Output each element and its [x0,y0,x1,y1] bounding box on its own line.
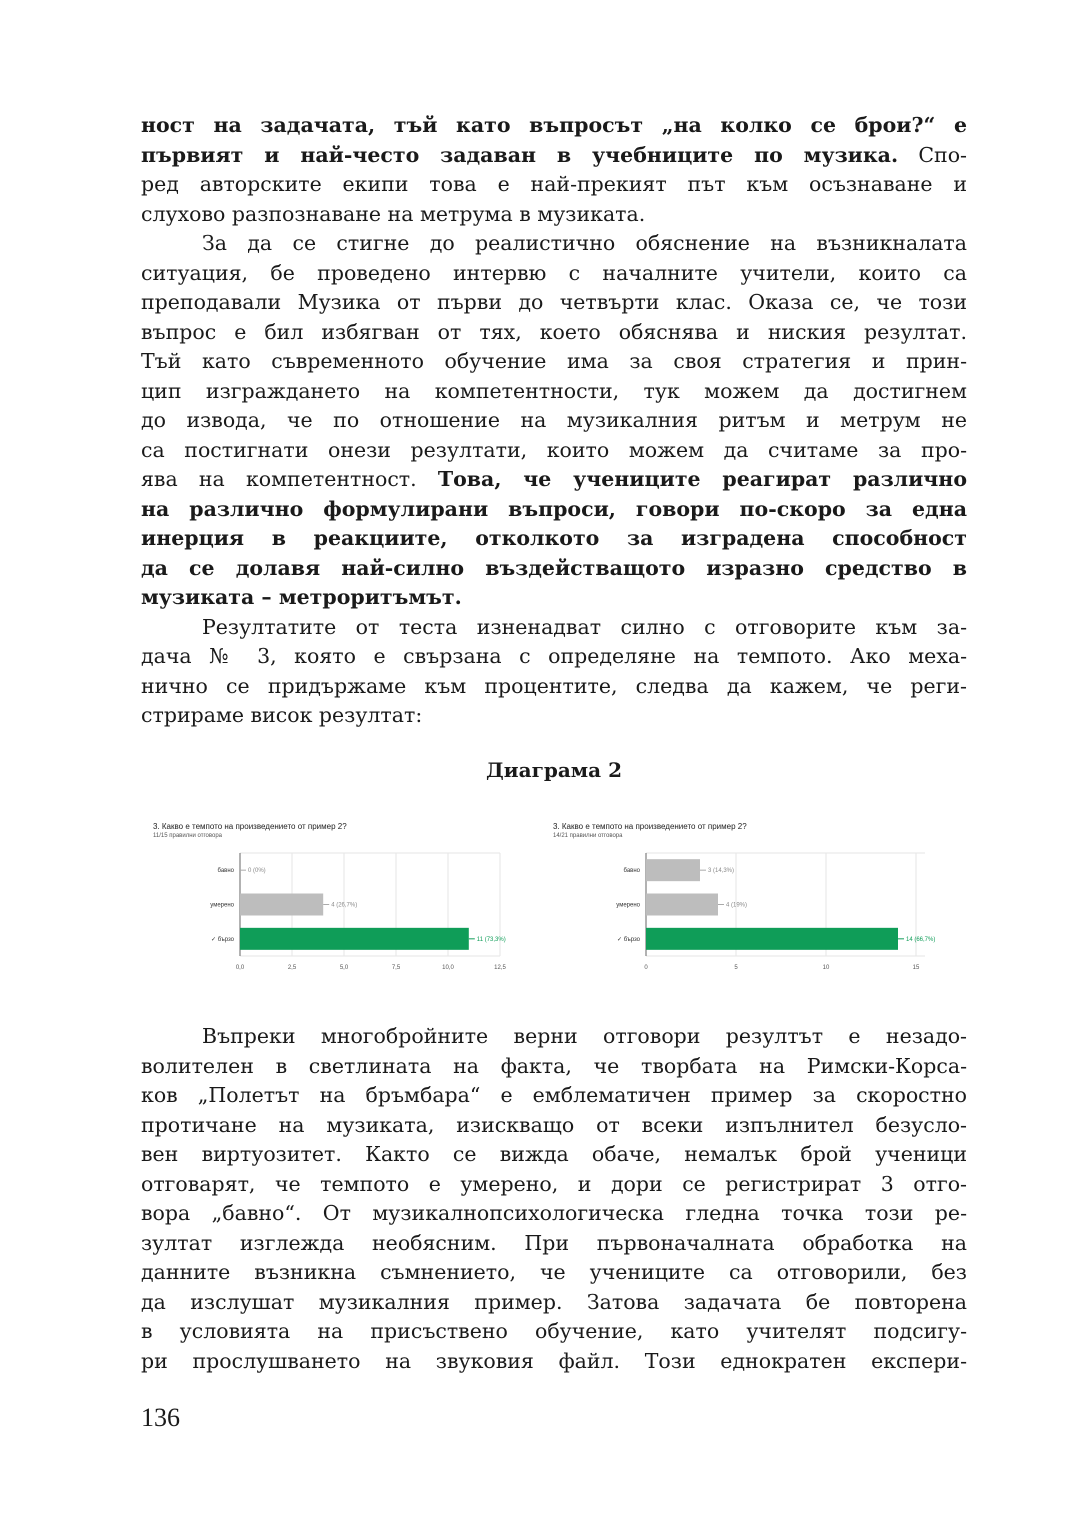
text-line [141,1111,967,1141]
text-line [141,1081,967,1111]
text: въпрос е бил избягван от тях, което обяснява и ниския резултат. [141,319,967,344]
chart-title: 3. Какво е темпото на произведението от пример 2? [153,822,347,831]
text: до извода, че по отношение на музикалния ритъм и метрум не [141,408,967,432]
diagram-title: Диаграма 2 [486,758,622,782]
body-text-bottom [141,1022,967,1376]
text: ков „Полетът на бръмбара“ е емблематичен пример за скоростно [141,1083,967,1107]
data-label: 14 (66,7%) [906,936,936,943]
x-tick-label: 0,0 [235,965,245,971]
category-label: ✓ бързо [211,936,234,943]
text-line [141,1229,967,1259]
bar-chart [150,818,520,978]
text-line [141,1317,967,1347]
category-label: умерено [616,902,640,909]
text: Спо- [898,142,967,167]
text-line [141,1022,967,1052]
x-tick-label: 5,0 [339,965,349,971]
data-label: 11 (73,3%) [476,936,506,943]
text: да изслушат музикалния пример. Затова задачата бе повторена [141,1289,967,1314]
x-tick-label: 10 [822,965,830,971]
text-line [141,170,967,200]
bar-chart-group-1 [150,818,520,978]
text-line [141,259,967,289]
text: слухово разпознаване на метрума в музиката. [141,201,646,226]
text-line [141,141,967,171]
text-line [141,1052,967,1082]
x-tick-label: 0 [644,965,648,971]
page-number: 136 [141,1403,180,1432]
text: преподавали Музика от първи до четвърти клас. Оказа се, че този [141,290,967,314]
category-label: бавно [217,868,234,875]
text-line [141,1170,967,1200]
text-line [141,524,967,554]
text-line [141,1199,967,1229]
bold-text: музиката – метроритъмът. [141,585,462,609]
text-line [141,1140,967,1170]
text-line [141,554,967,584]
text: отговарят, че темпото е умерено, и дори се регистрират 3 отго- [141,1171,967,1196]
bold-text: на различно формулирани въпроси, говори по-скоро за една [141,496,967,521]
text: нично се придържаме към процентите, следва да кажем, че реги- [141,673,967,698]
text: Резултатите от теста изненадват силно с отговорите към за- [202,614,967,639]
category-label: ✓ бързо [617,936,640,943]
data-label: 4 (19%) [726,902,748,909]
bold-text: ност на задачата, тъй като въпросът „на колко се брои?“ е [141,113,967,137]
bold-text: да се долавя най-силно въздействащото изразно средство в [141,555,967,580]
x-tick-label: 10,0 [442,965,454,971]
text-line [141,701,967,731]
chart-subtitle: 14/21 правилни отговора [553,833,623,839]
text-line [141,229,967,259]
x-tick-label: 5 [734,965,738,971]
bar [646,859,700,881]
data-label: 4 (26,7%) [331,902,358,909]
x-tick-label: 7,5 [391,965,401,971]
bar [240,894,323,916]
text-line [141,347,967,377]
text-line [141,288,967,318]
text-line [141,1347,967,1377]
text: зултат изглежда необясним. При първоначалната обработка на [141,1230,967,1255]
bold-text: Това, че учениците реагират различно [437,467,967,491]
text: в условията на присъствено обучение, като учителят подсигу- [141,1319,967,1343]
bar-chart-group-2 [550,818,970,978]
text: цип изграждането на компетентности, тук можем да достигнем [141,378,967,403]
text: ри прослушването на звуковия файл. Този еднократен експери- [141,1348,967,1373]
x-tick-label: 15 [912,965,920,971]
text-line [141,672,967,702]
bar [240,928,469,950]
text: протичане на музиката, изискващо от всеки изпълнител безусло- [141,1112,967,1137]
x-tick-label: 2,5 [287,965,297,971]
text: данните възникна съмнението, че учениците са отговорили, без [141,1260,967,1284]
text-line [141,613,967,643]
text: Въпреки многобройните верни отговори резултът е незадо- [202,1024,967,1048]
text-line [141,200,967,230]
chart-title: 3. Какво е темпото на произведението от пример 2? [553,822,747,831]
category-label: бавно [623,868,640,875]
text: За да се стигне до реалистично обяснение на възникналата [202,231,967,255]
text-line [141,318,967,348]
text-line [141,436,967,466]
bar-chart [550,818,970,978]
data-label: 0 (0%) [248,868,266,875]
text-line [141,642,967,672]
text: стрираме висок резултат: [141,703,423,727]
text: волителен в светлината на факта, че творбата на Римски-Корса- [141,1053,967,1078]
text: ред авторските екипи това е най-прекият път към осъзнаване и [141,172,967,196]
text-line [141,465,967,495]
text: ситуация, бе проведено интервю с началните учители, които са [141,260,967,285]
text-line [141,1288,967,1318]
text-line [141,377,967,407]
category-label: умерено [210,902,234,909]
bar [646,894,718,916]
text: вен виртуозитет. Както се вижда обаче, немалък брой ученици [141,1142,967,1166]
text-line [141,1258,967,1288]
bold-text: първият и най-често задаван в учебниците по музика. [141,142,899,167]
text-line [141,406,967,436]
text: вора „бавно“. От музикалнопсихологическа гледна точка този ре- [141,1201,967,1225]
text-line [141,111,967,141]
bold-text: инерция в реакциите, отколкото за изградена способност [141,526,967,550]
text-line [141,495,967,525]
text-line [141,583,967,613]
text: са постигнати онези резултати, които можем да считаме за про- [141,437,967,462]
text: дача № 3, която е свързана с определяне на темпото. Ако меха- [141,644,967,668]
data-label: 3 (14,3%) [708,868,735,875]
text: ява на компетентност. [141,467,438,491]
text: Тъй като съвременното обучение има за своя стратегия и прин- [141,349,967,373]
bar [646,928,898,950]
x-tick-label: 12,5 [494,965,506,971]
chart-subtitle: 11/15 правилни отговора [153,833,223,839]
body-text-top [141,111,967,731]
